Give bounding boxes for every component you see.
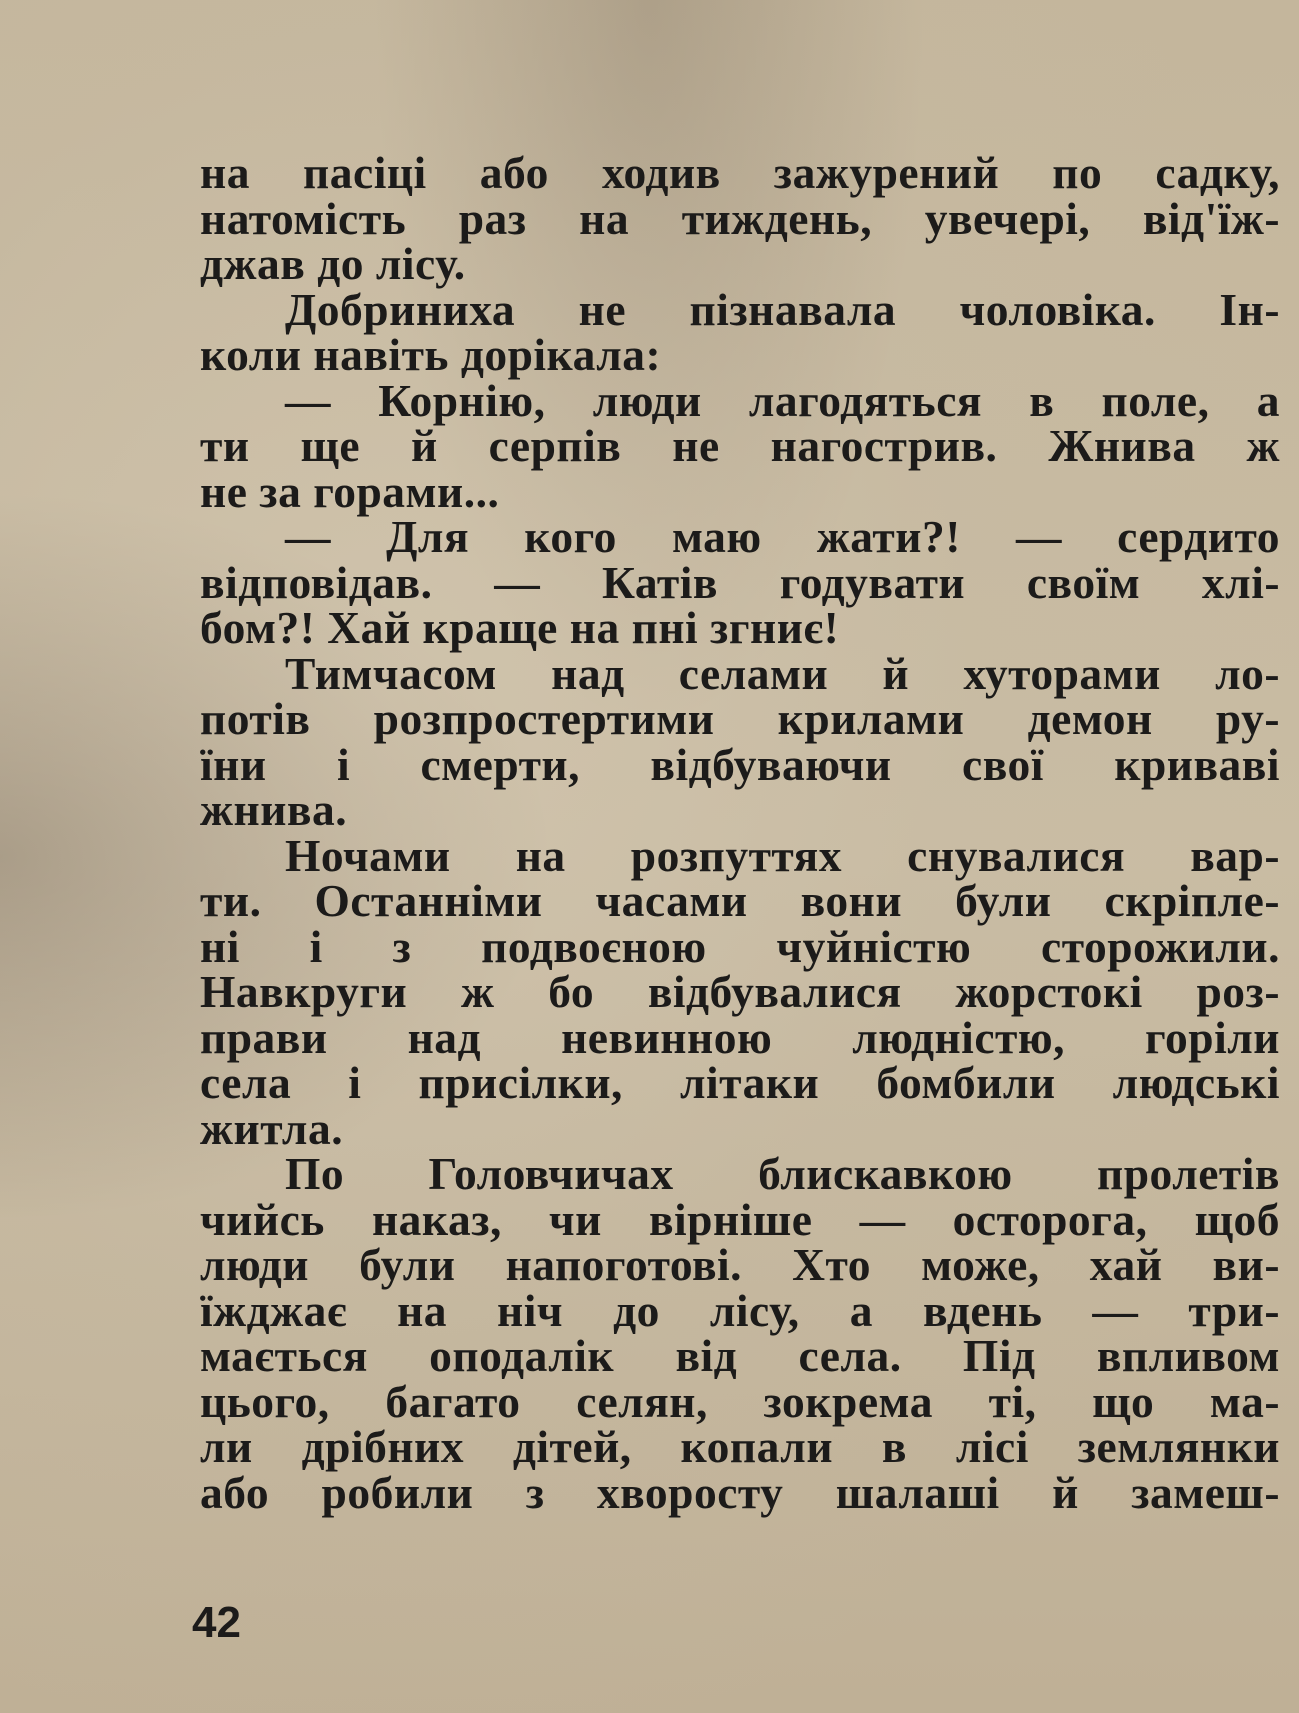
text-line: ли дрібних дітей, копали в лісі землянки: [200, 1421, 1280, 1472]
text-line: їжджає на ніч до лісу, а вдень — три-: [200, 1284, 1280, 1336]
text-line: Ночами на розпуттях снувалися вар-: [285, 829, 1280, 881]
text-line: житла.: [200, 1102, 344, 1154]
text-line: жнива.: [200, 784, 348, 835]
text-line: прави над невинною людністю, горіли: [200, 1011, 1280, 1063]
text-line: джав до лісу.: [200, 238, 466, 289]
text-line: люди були напоготові. Хто може, хай ви-: [200, 1239, 1280, 1290]
body-text: [200, 147, 1280, 1518]
text-line: — Корнію, люди лагодяться в поле, а: [285, 374, 1280, 426]
text-line: потів розпростертими крилами демон ру-: [200, 693, 1280, 744]
text-line: села і присілки, літаки бомбили людські: [200, 1057, 1280, 1108]
text-line: По Головчичах блискавкою пролетів: [285, 1148, 1280, 1199]
text-line: натомість раз на тиждень, увечері, від'їж-: [200, 192, 1280, 244]
page-number: 42: [192, 1598, 241, 1647]
text-line: не за горами...: [200, 465, 500, 517]
text-line: мається оподалік від села. Під впливом: [200, 1330, 1280, 1381]
text-line: ти. Останніми часами вони були скріпле-: [200, 875, 1280, 926]
text-line: Добриниха не пізнавала чоловіка. Ін-: [285, 283, 1280, 335]
text-line: Навкруги ж бо відбувалися жорстокі роз-: [200, 966, 1280, 1017]
text-line: чийсь наказ, чи вірніше — осторога, щоб: [200, 1193, 1280, 1245]
text-line: або робили з хворосту шалаші й замеш-: [200, 1466, 1280, 1518]
text-line: — Для кого маю жати?! — сердито: [285, 511, 1280, 562]
text-line: бом?! Хай краще на пні згниє!: [200, 602, 840, 653]
text-line: коли навіть дорікала:: [200, 329, 662, 380]
text-line: ні і з подвоєною чуйністю сторожили.: [200, 920, 1280, 972]
text-line: їни і смерти, відбуваючи свої криваві: [200, 738, 1280, 790]
text-line: відповідав. — Катів годувати своїм хлі-: [200, 556, 1280, 608]
text-line: цього, багато селян, зокрема ті, що ма-: [200, 1375, 1280, 1427]
text-line: на пасіці або ходив зажурений по садку,: [200, 147, 1280, 198]
text-line: Тимчасом над селами й хуторами ло-: [285, 647, 1280, 699]
text-line: ти ще й серпів не нагострив. Жнива ж: [200, 420, 1280, 471]
